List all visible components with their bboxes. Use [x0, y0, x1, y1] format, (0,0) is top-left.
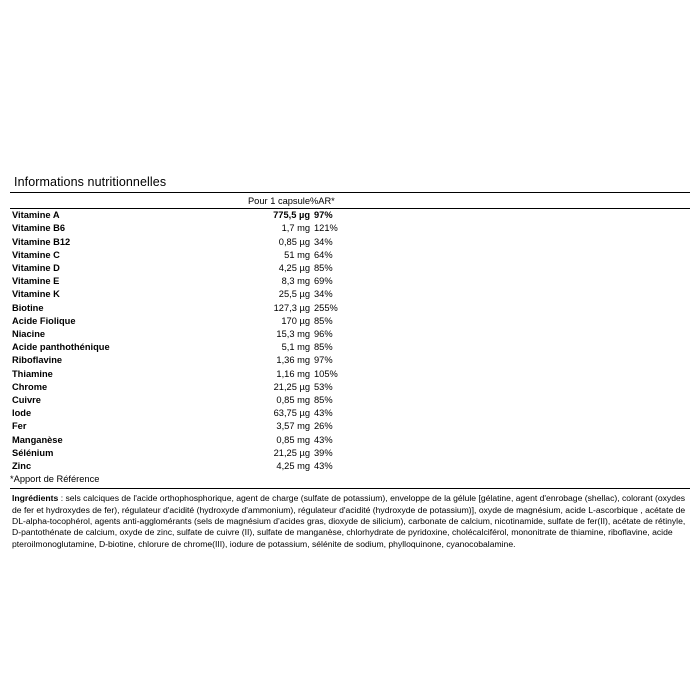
nutrient-amount: 63,75 µg: [273, 408, 310, 419]
row-spacer: [354, 341, 690, 354]
nutrient-amount: 4,25 µg: [278, 263, 310, 274]
nutrition-panel: [10, 175, 690, 550]
nutrient-percent: 69%: [314, 276, 333, 287]
nutrient-name: Vitamine A: [12, 210, 60, 221]
row-spacer: [354, 275, 690, 288]
table-row: [10, 275, 690, 288]
nutrient-percent: 34%: [314, 236, 333, 247]
table-row: [10, 341, 690, 354]
row-spacer: [354, 354, 690, 367]
table-row: [10, 315, 690, 328]
table-row: [10, 249, 690, 262]
nutrient-percent: 96%: [314, 329, 333, 340]
nutrient-percent: 43%: [314, 434, 333, 445]
nutrient-percent: 26%: [314, 421, 333, 432]
nutrient-percent: 97%: [314, 355, 333, 366]
table-row: [10, 222, 690, 235]
table-row: [10, 434, 690, 447]
row-spacer: [354, 368, 690, 381]
nutrient-amount: 4,25 mg: [276, 461, 310, 472]
nutrient-name: Fer: [12, 421, 27, 432]
reference-intake-note: *Apport de Référence: [10, 474, 100, 485]
nutrition-table-wrap: [10, 193, 690, 486]
nutrient-amount: 775,5 µg: [273, 210, 310, 221]
nutrient-name: Cuivre: [12, 395, 41, 406]
nutrient-amount: 1,36 mg: [276, 355, 310, 366]
header-spacer: [354, 195, 690, 209]
page-title: Informations nutritionnelles: [14, 175, 167, 189]
nutrient-amount: 15,3 mg: [276, 329, 310, 340]
nutrient-percent: 85%: [314, 342, 333, 353]
nutrient-name: Riboflavine: [12, 355, 63, 366]
ingredients-paragraph: [10, 489, 690, 549]
table-row: [10, 302, 690, 315]
nutrient-percent: 255%: [314, 302, 338, 313]
nutrient-name: Biotine: [12, 302, 44, 313]
table-row: [10, 447, 690, 460]
nutrient-name: Acide Fiolique: [12, 315, 76, 326]
nutrient-amount: 1,7 mg: [281, 223, 310, 234]
table-row: [10, 262, 690, 275]
nutrient-amount: 21,25 µg: [273, 447, 310, 458]
nutrient-percent: 97%: [314, 210, 333, 221]
row-spacer: [354, 394, 690, 407]
row-spacer: [354, 447, 690, 460]
nutrient-percent: 85%: [314, 395, 333, 406]
nutrient-name: Vitamine K: [12, 289, 60, 300]
nutrient-name: Vitamine E: [12, 276, 60, 287]
table-row: [10, 209, 690, 223]
nutrient-amount: 25,5 µg: [278, 289, 310, 300]
nutrient-amount: 5,1 mg: [281, 342, 310, 353]
row-spacer: [354, 302, 690, 315]
table-row: [10, 354, 690, 367]
nutrient-name: Thiamine: [12, 368, 53, 379]
nutrient-name: Niacine: [12, 329, 46, 340]
row-spacer: [354, 222, 690, 235]
row-spacer: [354, 434, 690, 447]
nutrient-name: Vitamine B6: [12, 223, 66, 234]
row-spacer: [354, 288, 690, 301]
nutrient-name: Vitamine D: [12, 263, 60, 274]
ingredients-label: Ingrédients: [12, 493, 59, 504]
nutrient-amount: 127,3 µg: [273, 302, 310, 313]
nutrient-name: Iode: [12, 408, 32, 419]
row-spacer: [354, 328, 690, 341]
nutrient-amount: 21,25 µg: [273, 381, 310, 392]
table-row: [10, 394, 690, 407]
table-row: [10, 407, 690, 420]
row-spacer: [354, 315, 690, 328]
nutrition-table: [10, 195, 690, 486]
nutrient-amount: 3,57 mg: [276, 421, 310, 432]
table-row: [10, 328, 690, 341]
nutrient-percent: 34%: [314, 289, 333, 300]
row-spacer: [354, 381, 690, 394]
table-header-row: [10, 195, 690, 209]
nutrient-percent: 105%: [314, 368, 338, 379]
table-row: [10, 420, 690, 433]
row-spacer: [354, 236, 690, 249]
nutrient-percent: 53%: [314, 381, 333, 392]
nutrient-percent: 39%: [314, 447, 333, 458]
row-spacer: [354, 262, 690, 275]
nutrient-name: Sélénium: [12, 447, 54, 458]
nutrient-name: Manganèse: [12, 434, 63, 445]
nutrient-amount: 1,16 mg: [276, 368, 310, 379]
table-row: [10, 288, 690, 301]
row-spacer: [354, 407, 690, 420]
nutrient-amount: 0,85 mg: [276, 434, 310, 445]
nutrient-name: Vitamine C: [12, 249, 60, 260]
nutrient-name: Vitamine B12: [12, 236, 71, 247]
row-spacer: [354, 460, 690, 473]
header-nutrient: [10, 195, 242, 209]
row-spacer: [354, 420, 690, 433]
nutrient-percent: 121%: [314, 223, 338, 234]
nutrient-amount: 51 mg: [284, 249, 310, 260]
ingredients-text: : sels calciques de l'acide orthophosphorique, agent de charge (sulfate de potassium), enveloppe de la gélule [gélatine, agent d'enrobage (shellac), colorant (oxydes de fer et hydroxydes de fer), régulateur d'acidité (hydroxyde d'ammonium), régulateur d'acidité (hydroxyde de potassium)], oxyde de magnésium, acide L-ascorbique , acétate de DL-alpha-tocophérol, agents anti-agglomérants (sels de magnésium d'acides gras, dioxyde de silicium), carbonate de calcium, nicotinamide, sulfate de fer(II), acétate de rétinyle, D-pantothénate de calcium, oxyde de zinc, sulfate de cuivre (II), sulfate de manganèse, chlorhydrate de pyridoxine, cholécalciférol, mononitrate de thiamine, riboflavine, acide pteroilmonoglutamine, D-biotine, chlorure de chrome(III), iodure de potassium, sélénite de sodium, phylloquinone, cyanocobalamine.: [12, 493, 686, 549]
table-row: [10, 368, 690, 381]
header-amount: Pour 1 capsule: [242, 195, 310, 209]
nutrient-percent: 43%: [314, 408, 333, 419]
table-row: [10, 236, 690, 249]
row-spacer: [354, 249, 690, 262]
nutrient-percent: 85%: [314, 315, 333, 326]
nutrient-name: Acide panthothénique: [12, 342, 110, 353]
header-percent: %AR*: [310, 195, 354, 209]
nutrient-percent: 43%: [314, 461, 333, 472]
nutrient-name: Zinc: [12, 461, 32, 472]
nutrient-percent: 85%: [314, 263, 333, 274]
nutrient-amount: 0,85 µg: [278, 236, 310, 247]
nutrient-amount: 170 µg: [281, 315, 310, 326]
row-spacer: [354, 209, 690, 223]
table-row: [10, 381, 690, 394]
nutrient-amount: 0,85 mg: [276, 395, 310, 406]
nutrient-name: Chrome: [12, 381, 48, 392]
nutrient-amount: 8,3 mg: [281, 276, 310, 287]
table-row: [10, 460, 690, 473]
table-footnote-row: [10, 473, 690, 486]
nutrient-percent: 64%: [314, 249, 333, 260]
